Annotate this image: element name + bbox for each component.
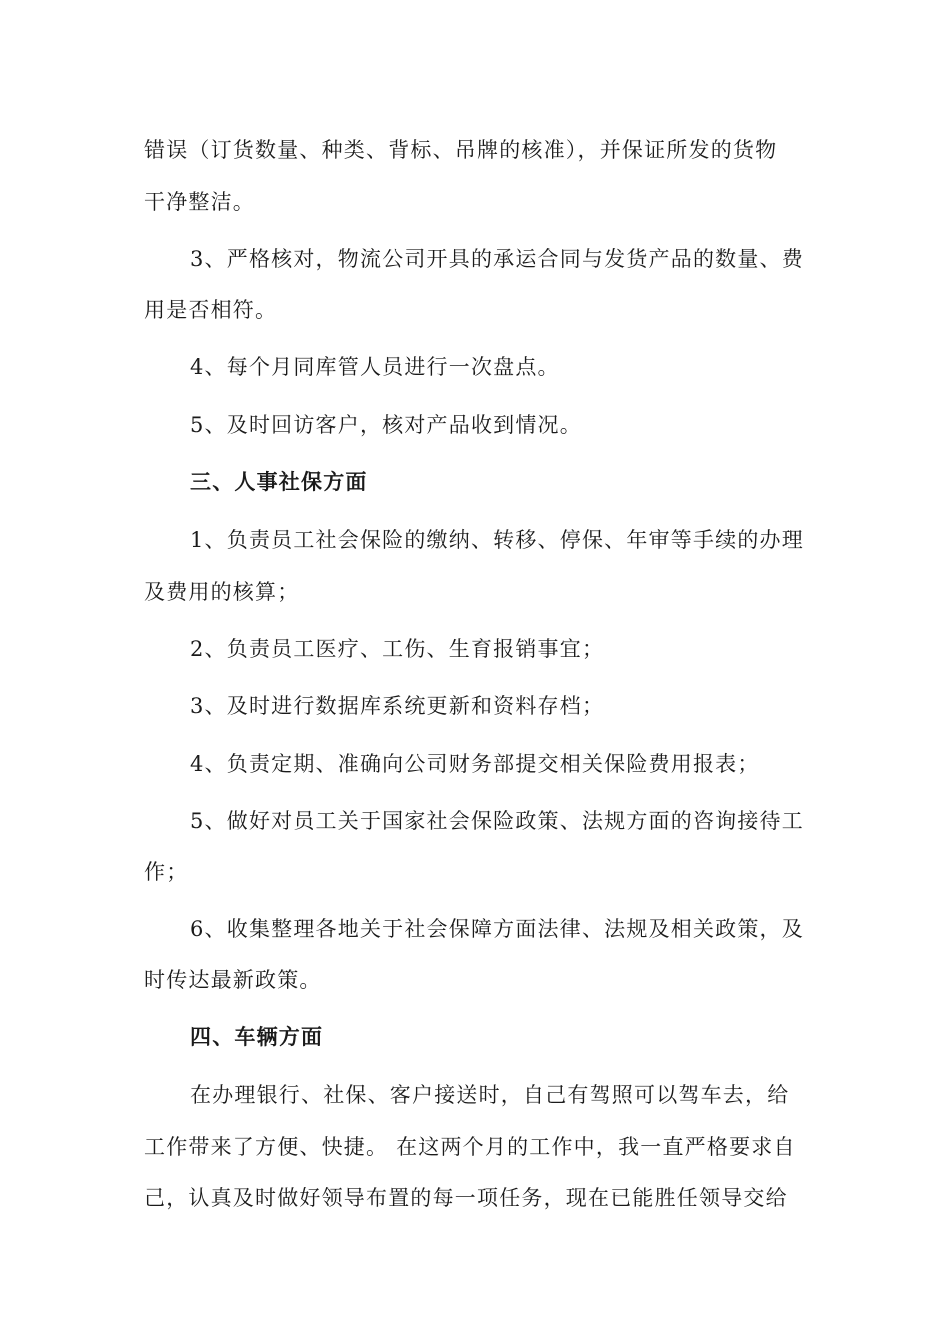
paragraph-line: 在办理银行、社保、客户接送时，自己有驾照可以驾车去，给 [190,1083,790,1107]
paragraph-line: 4、负责定期、准确向公司财务部提交相关保险费用报表； [190,752,760,776]
paragraph-line: 作； [144,860,189,884]
paragraph-line: 3、及时进行数据库系统更新和资料存档； [190,694,605,718]
paragraph-line: 3、严格核对，物流公司开具的承运合同与发货产品的数量、费 [190,247,804,271]
section-heading: 四、车辆方面 [190,1024,324,1049]
paragraph-line: 5、及时回访客户，核对产品收到情况。 [190,413,582,437]
paragraph-line: 及费用的核算； [144,580,300,604]
section-heading: 三、人事社保方面 [190,469,368,494]
paragraph-line: 错误（订货数量、种类、背标、吊牌的核准），并保证所发的货物 [144,138,778,162]
paragraph-line: 干净整洁。 [144,190,255,214]
paragraph-line: 4、每个月同库管人员进行一次盘点。 [190,355,560,379]
paragraph-line: 5、做好对员工关于国家社会保险政策、法规方面的咨询接待工 [190,809,804,833]
paragraph-line: 时传达最新政策。 [144,968,322,992]
paragraph-line: 己，认真及时做好领导布置的每一项任务，现在已能胜任领导交给 [144,1186,788,1210]
paragraph-line: 6、收集整理各地关于社会保障方面法律、法规及相关政策，及 [190,917,804,941]
paragraph-line: 1、负责员工社会保险的缴纳、转移、停保、年审等手续的办理 [190,528,804,552]
paragraph-line: 2、负责员工医疗、工伤、生育报销事宜； [190,637,605,661]
paragraph-line: 工作带来了方便、快捷。 在这两个月的工作中，我一直严格要求自 [144,1135,796,1159]
paragraph-line: 用是否相符。 [144,298,278,322]
